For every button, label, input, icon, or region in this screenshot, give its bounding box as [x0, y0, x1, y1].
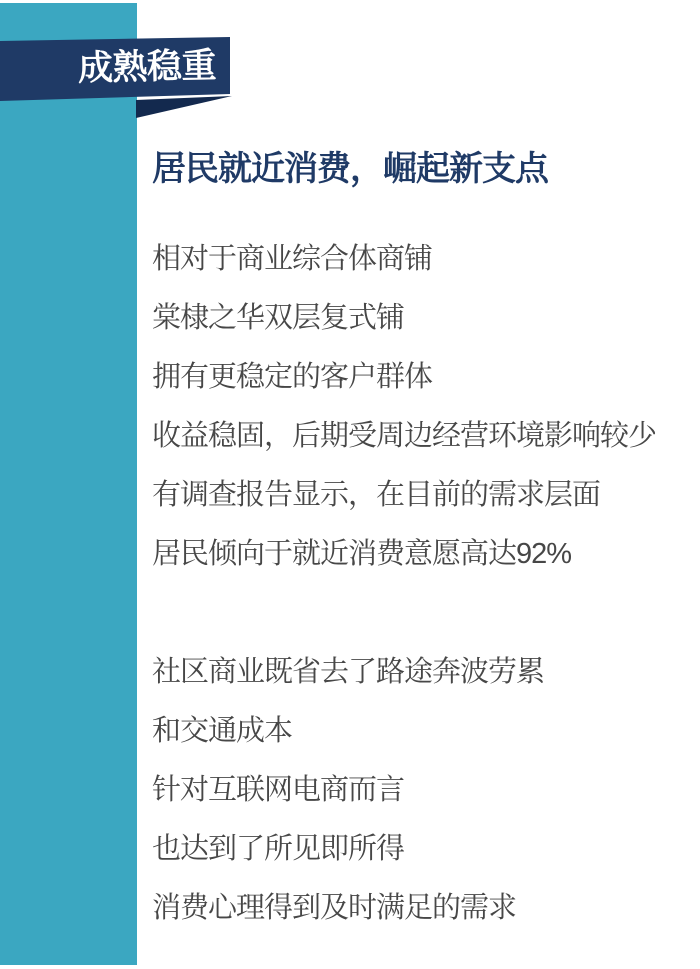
text-line: 收益稳固，后期受周边经营环境影响较少 — [152, 420, 657, 452]
paragraph-community — [152, 643, 692, 938]
text-line: 消费心理得到及时满足的需求 — [152, 892, 517, 924]
text-line: 和交通成本 — [152, 715, 293, 747]
ribbon-fold — [136, 96, 232, 118]
text-line: 居民倾向于就近消费意愿高达92% — [152, 538, 572, 570]
badge-label: 成熟稳重 — [77, 46, 217, 88]
page-title: 居民就近消费，崛起新支点 — [152, 150, 548, 188]
paragraph-benefits — [152, 230, 692, 584]
text-line: 针对互联网电商而言 — [152, 774, 405, 806]
teal-sidebar-stripe — [0, 3, 137, 965]
text-line: 有调查报告显示，在目前的需求层面 — [152, 479, 601, 511]
text-line: 社区商业既省去了路途奔波劳累 — [152, 656, 545, 688]
text-line: 拥有更稳定的客户群体 — [152, 361, 433, 393]
text-line: 也达到了所见即所得 — [152, 833, 405, 865]
text-line: 棠棣之华双层复式铺 — [152, 302, 405, 334]
text-line: 相对于商业综合体商铺 — [152, 243, 433, 275]
